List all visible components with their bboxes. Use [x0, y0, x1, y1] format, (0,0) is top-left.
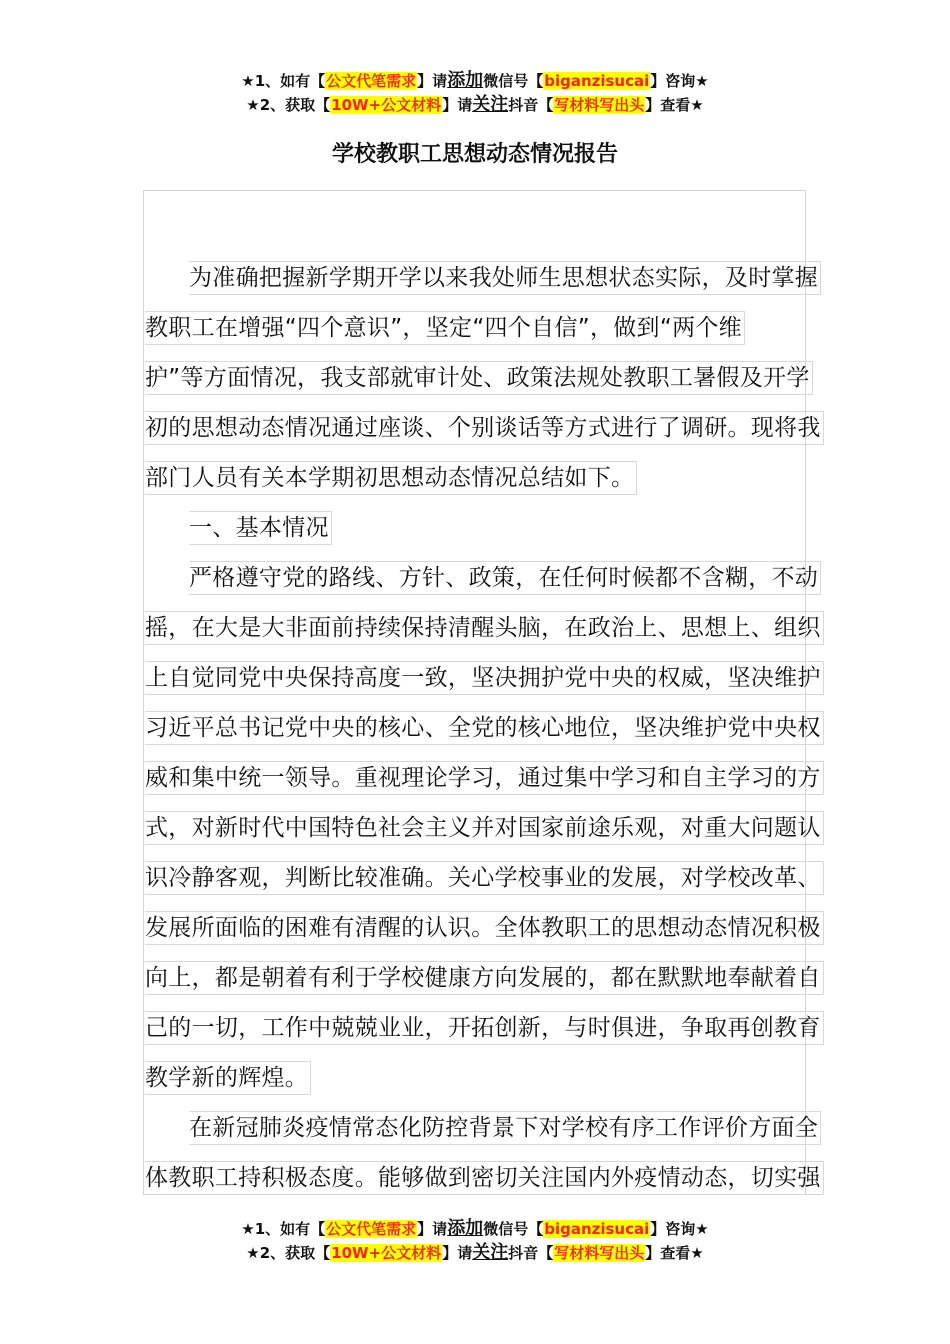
- text-line: 己的一切，工作中兢兢业业，开拓创新，与时俱进，争取再创教育: [145, 1003, 805, 1053]
- promo-emphasis: 关注: [472, 1242, 509, 1263]
- promo-text: 】咨询★: [650, 72, 709, 90]
- promo-emphasis: 添加: [447, 1218, 484, 1239]
- text-line: 向上，都是朝着有利于学校健康方向发展的，都在默默地奉献着自: [145, 953, 805, 1003]
- document-title: 学校教职工思想动态情况报告: [331, 142, 618, 167]
- promo-line-1: [0, 69, 950, 93]
- promo-text: ★2、获取【: [246, 1244, 331, 1262]
- promo-banner-top: [0, 69, 950, 117]
- text-line: 上自觉同党中央保持高度一致，坚决拥护党中央的权威，坚决维护: [145, 653, 805, 703]
- promo-emphasis: 添加: [447, 70, 484, 91]
- text-line: 为准确把握新学期开学以来我处师生思想状态实际，及时掌握: [145, 253, 805, 303]
- text-line: 严格遵守党的路线、方针、政策，在任何时候都不含糊，不动: [145, 553, 805, 603]
- promo-highlight: 公文代笔需求: [326, 1220, 417, 1238]
- promo-banner-bottom: [0, 1217, 950, 1265]
- promo-highlight: 10W+公文材料: [331, 1244, 442, 1262]
- promo-line-1: [0, 1217, 950, 1241]
- text-line: 教职工在增强“四个意识”，坚定“四个自信”，做到“两个维: [145, 303, 805, 353]
- text-line: 教学新的辉煌。: [145, 1053, 805, 1103]
- promo-text: 】请: [417, 1220, 448, 1238]
- promo-text: 】请: [442, 1244, 473, 1262]
- promo-text: 】查看★: [645, 1244, 704, 1262]
- text-line: 在新冠肺炎疫情常态化防控背景下对学校有序工作评价方面全: [145, 1103, 805, 1153]
- promo-text: 】请: [417, 72, 448, 90]
- promo-text: ★2、获取【: [246, 96, 331, 114]
- promo-emphasis: 关注: [472, 94, 509, 115]
- text-line: 初的思想动态情况通过座谈、个别谈话等方式进行了调研。现将我: [145, 403, 805, 453]
- promo-text: 】咨询★: [650, 1220, 709, 1238]
- text-line: 摇，在大是大非面前持续保持清醒头脑，在政治上、思想上、组织: [145, 603, 805, 653]
- promo-text: 微信号【: [483, 72, 544, 90]
- promo-highlight: biganzisucai: [544, 72, 650, 90]
- text-line: 习近平总书记党中央的核心、全党的核心地位，坚决维护党中央权: [145, 703, 805, 753]
- text-line: 发展所面临的困难有清醒的认识。全体教职工的思想动态情况积极: [145, 903, 805, 953]
- promo-text: 抖音【: [508, 1244, 554, 1262]
- promo-text: 】查看★: [645, 96, 704, 114]
- promo-text: ★1、如有【: [241, 1220, 326, 1238]
- text-line: 护”等方面情况，我支部就审计处、政策法规处教职工暑假及开学: [145, 353, 805, 403]
- promo-text: 微信号【: [483, 1220, 544, 1238]
- promo-text: ★1、如有【: [241, 72, 326, 90]
- promo-highlight: biganzisucai: [544, 1220, 650, 1238]
- promo-line-2: [0, 93, 950, 117]
- document-body: [145, 253, 821, 1203]
- text-line: 威和集中统一领导。重视理论学习，通过集中学习和自主学习的方: [145, 753, 805, 803]
- section-heading: 一、基本情况: [145, 503, 805, 553]
- text-line: 识冷静客观，判断比较准确。关心学校事业的发展，对学校改革、: [145, 853, 805, 903]
- promo-highlight: 公文代笔需求: [326, 72, 417, 90]
- promo-highlight: 10W+公文材料: [331, 96, 442, 114]
- text-line: 部门人员有关本学期初思想动态情况总结如下。: [145, 453, 805, 503]
- promo-text: 】请: [442, 96, 473, 114]
- promo-text: 抖音【: [508, 96, 554, 114]
- promo-line-2: [0, 1241, 950, 1265]
- text-line: 式，对新时代中国特色社会主义并对国家前途乐观，对重大问题认: [145, 803, 805, 853]
- promo-highlight: 写材料写出头: [554, 96, 645, 114]
- promo-highlight: 写材料写出头: [554, 1244, 645, 1262]
- text-line: 体教职工持积极态度。能够做到密切关注国内外疫情动态，切实强: [145, 1153, 805, 1203]
